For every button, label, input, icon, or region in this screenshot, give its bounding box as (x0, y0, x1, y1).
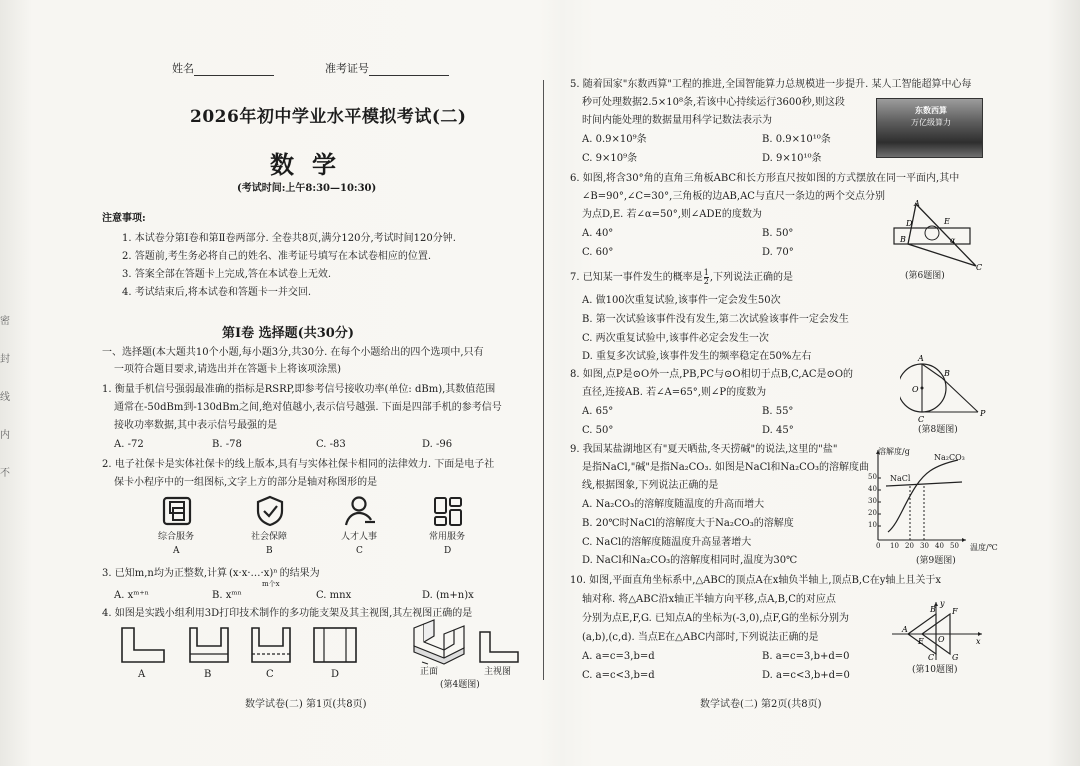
q9-option[interactable]: B. 20℃时NaCl的溶解度大于Na₂CO₃的溶解度 (582, 518, 794, 529)
svg-text:A: A (918, 354, 924, 363)
svg-text:F: F (952, 607, 958, 616)
q5-line: 时间内能处理的数据量用科学记数法表示为 (582, 115, 772, 126)
y-axis-label: 溶解度/g (878, 447, 910, 456)
q7-stem (570, 269, 793, 286)
q6-line: 6. 如图,将含30°角的直角三角板ABC和长方形直尺按如图的方式摆放在同一平面内,其中 (570, 173, 960, 184)
svg-text:B: B (900, 235, 906, 244)
name-label: 姓名 (172, 62, 194, 75)
svg-text:E: E (918, 637, 924, 646)
note-item: 3. 答案全部在答题卡上完成,答在本试卷上无效. (122, 269, 332, 280)
note-item: 2. 答题前,考生务必将自己的姓名、准考证号填写在本试卷相应的位置. (122, 251, 432, 262)
svg-text:D: D (906, 219, 913, 228)
q8-line: 8. 如图,点P是⊙O外一点,PB,PC与⊙O相切于点B,C,AC是⊙O的 (570, 369, 854, 380)
page-footer-right: 数学试卷(二) 第2页(共8页) (700, 699, 822, 710)
q5-option[interactable]: B. 0.9×10¹⁰条 (762, 134, 831, 145)
q10-option[interactable]: A. a=c=3,b=d (582, 651, 655, 662)
q1-line: 1. 衡量手机信号强弱最准确的指标是RSRP,即参考信号接收功率(单位: dBm),其数值范围 (102, 384, 496, 395)
q6-line: 为点D,E. 若∠α=50°,则∠ADE的度数为 (582, 209, 762, 220)
photo-caption: 万亿级算力 (911, 118, 951, 127)
q6-line: ∠B=90°,∠C=30°,三角板的边AB,AC与直尺一条边的两个交点分别 (582, 191, 885, 202)
y-tick-label: 50 (868, 473, 877, 481)
q6-option[interactable]: C. 60° (582, 247, 614, 258)
figure-caption: (第6题图) (905, 271, 945, 281)
fraction-numerator: 1 (703, 268, 709, 277)
series-label-na2co3: Na₂CO₃ (934, 453, 965, 462)
q6-triangle-ruler-figure (888, 200, 988, 272)
svg-text:P: P (980, 409, 986, 418)
data-center-photo (876, 98, 983, 158)
subject-title: 数学 (270, 150, 354, 179)
svg-text:O: O (938, 635, 945, 644)
option-letter[interactable]: B (204, 669, 212, 680)
q9-line: 9. 我国某盐湖地区有"夏天晒盐,冬天捞碱"的说法,这里的"盐" (570, 444, 838, 455)
q7-fraction (704, 269, 709, 286)
svg-text:O: O (912, 385, 919, 394)
x-tick-label: 20 (905, 542, 914, 550)
q3-stem (102, 567, 320, 580)
q4-3d-stand-figure (408, 618, 470, 668)
option-letter[interactable]: D (444, 546, 452, 556)
q10-line: 10. 如图,平面直角坐标系中,△ABC的顶点A在x轴负半轴上,顶点B,C在y轴上且关于x (570, 575, 942, 586)
option-letter[interactable]: D (331, 669, 340, 680)
q3-option[interactable]: A. xᵐ⁺ⁿ (114, 590, 149, 601)
id-field[interactable] (325, 62, 449, 76)
q8-option[interactable]: A. 65° (582, 406, 614, 417)
q5-line: 5. 随着国家"东数西算"工程的推进,全国智能算力总规模进一步提升. 某人工智能超算中心每 (570, 79, 972, 90)
svg-text:C: C (928, 653, 935, 662)
svg-text:G: G (952, 653, 959, 662)
q7-option[interactable]: C. 两次重复试验中,该事件必定会发生一次 (582, 333, 769, 344)
y-tick-label: 10 (868, 521, 877, 529)
q4-view-b[interactable] (188, 626, 230, 664)
q5-line: 秒可处理数据2.5×10⁸条,若该中心持续运行3600秒,则这段 (582, 97, 845, 108)
q1-option[interactable]: B. -78 (212, 439, 242, 450)
page-divider (543, 80, 544, 680)
q8-option[interactable]: D. 45° (762, 425, 794, 436)
q8-circle-tangent-figure (900, 352, 986, 424)
y-tick-label: 20 (868, 509, 877, 517)
q2-line: 保卡小程序中的一组图标,文字上方的部分是轴对称图形的是 (114, 477, 378, 488)
q7-option[interactable]: D. 重复多次试验,该事件发生的频率稳定在50%左右 (582, 351, 812, 362)
id-blank[interactable] (369, 63, 449, 76)
q3-option[interactable]: B. xᵐⁿ (212, 590, 242, 601)
page-footer-left: 数学试卷(二) 第1页(共8页) (245, 699, 367, 710)
y-tick-label: 30 (868, 497, 877, 505)
svg-text:A: A (902, 625, 908, 634)
q3-tail: 的结果为 (279, 568, 320, 579)
q9-option[interactable]: C. NaCl的溶解度随温度升高显著增大 (582, 537, 752, 548)
grid-service-icon[interactable] (431, 494, 465, 528)
q10-line: 分别为点E,F,G. 已知点A的坐标为(-3,0),点F,G的坐标分别为 (582, 613, 850, 624)
binding-mark: 线 (0, 392, 10, 403)
front-label: 正面 (420, 667, 439, 677)
svg-text:B: B (944, 369, 950, 378)
series-label-nacl: NaCl (890, 474, 911, 483)
q4-stem: 4. 如图是实践小组利用3D打印技术制作的多功能支架及其主视图,其左视图正确的是 (102, 608, 473, 619)
q1-line: 通常在-50dBm到-130dBm之间,绝对值越小,表示信号越强. 下面是四部手机的参考信号 (114, 402, 502, 413)
option-letter[interactable]: C (356, 546, 363, 556)
q3-brace-label: m个x (262, 580, 280, 588)
q10-line: (a,b),(c,d). 当点E在△ABC内部时,下列说法正确的是 (582, 632, 819, 643)
section-title: 第Ⅰ卷 选择题(共30分) (222, 326, 354, 341)
option-letter[interactable]: A (138, 669, 146, 680)
option-letter[interactable]: A (173, 546, 180, 556)
q5-option[interactable]: D. 9×10¹⁰条 (762, 153, 822, 164)
q6-option[interactable]: D. 70° (762, 247, 794, 258)
q9-line: 线,根据图象,下列说法正确的是 (582, 480, 719, 491)
figure-caption: (第4题图) (440, 680, 480, 690)
q4-view-a[interactable] (120, 626, 166, 664)
q1-option[interactable]: A. -72 (114, 439, 144, 450)
q10-option[interactable]: C. a=c<3,b=d (582, 670, 655, 681)
svg-text:α: α (950, 236, 956, 245)
name-field[interactable] (172, 62, 274, 76)
q5-option[interactable]: A. 0.9×10⁹条 (582, 134, 647, 145)
q1-line: 接收功率数据,其中表示信号最强的是 (114, 420, 278, 431)
x-tick-label: 10 (890, 542, 899, 550)
q7-option[interactable]: A. 做100次重复试验,该事件一定会发生50次 (582, 295, 781, 306)
photo-caption: 东数西算 (915, 105, 947, 115)
binding-mark: 封 (0, 354, 10, 365)
part-header: 一、选择题(本大题共10个小题,每小题3分,共30分. 在每个小题给出的四个选项中,只有 (102, 347, 484, 358)
q9-line: 是指NaCl,"碱"是指Na₂CO₃. 如图是NaCl和Na₂CO₃的溶解度曲 (582, 462, 870, 473)
q3-expression: (x·x·…·x)ⁿ (229, 568, 278, 579)
icon-label: 社会保障 (251, 532, 288, 542)
q4-view-c[interactable] (250, 626, 292, 664)
q10-option[interactable]: B. a=c=3,b+d=0 (762, 651, 850, 662)
x-tick-label: 40 (935, 542, 944, 550)
q7-option[interactable]: B. 第一次试验该事件没有发生,第二次试验该事件一定会发生 (582, 314, 849, 325)
q2-line: 2. 电子社保卡是实体社保卡的线上版本,具有与实体社保卡相同的法律效力. 下面是电子社 (102, 459, 495, 470)
icon-label: 常用服务 (429, 532, 466, 542)
figure-caption: (第8题图) (918, 425, 958, 435)
q1-option[interactable]: D. -96 (422, 439, 453, 450)
y-tick-label: 40 (868, 485, 877, 493)
binding-mark: 不 (0, 468, 10, 479)
q3-option[interactable]: C. mnx (316, 590, 352, 601)
main-view-label: 主视图 (484, 667, 512, 677)
q10-option[interactable]: D. a=c<3,b+d=0 (762, 670, 850, 681)
notes-title: 注意事项: (102, 213, 146, 224)
exam-time: (考试时间:上午8:30—10:30) (237, 183, 377, 194)
q7-stem-tail: ,下列说法正确的是 (709, 272, 794, 283)
svg-text:A: A (914, 200, 920, 208)
option-letter[interactable]: B (266, 546, 273, 556)
icon-label: 综合服务 (158, 532, 195, 542)
q8-option[interactable]: C. 50° (582, 425, 614, 436)
q9-option[interactable]: A. Na₂CO₃的溶解度随温度的升高而增大 (582, 499, 765, 510)
q3-option[interactable]: D. (m+n)x (422, 590, 474, 601)
q5-option[interactable]: C. 9×10⁹条 (582, 153, 638, 164)
q8-line: 直径,连接AB. 若∠A=65°,则∠P的度数为 (582, 387, 767, 398)
q8-option[interactable]: B. 55° (762, 406, 794, 417)
q4-view-d[interactable] (312, 626, 358, 664)
note-item: 4. 考试结束后,将本试卷和答题卡一并交回. (122, 287, 312, 298)
shield-check-icon[interactable] (253, 494, 287, 528)
figure-caption: (第9题图) (916, 556, 956, 566)
x-tick-label: 30 (920, 542, 929, 550)
q9-option[interactable]: D. NaCl和Na₂CO₃的溶解度相同时,温度为30℃ (582, 555, 798, 566)
q6-option[interactable]: A. 40° (582, 228, 614, 239)
svg-text:y: y (940, 599, 945, 608)
binding-mark: 密 (0, 316, 10, 327)
exam-title: 2026年初中学业水平模拟考试(二) (190, 107, 467, 127)
svg-text:C: C (976, 263, 983, 272)
q3-stem-text: 3. 已知m,n均为正整数,计算 (102, 568, 227, 579)
integrated-service-icon[interactable] (160, 494, 194, 528)
x-tick-label: 50 (950, 542, 959, 550)
fraction-denominator: 2 (703, 277, 709, 286)
part-header: 一项符合题目要求,请选出并在答题卡上将该项涂黑) (114, 364, 342, 375)
q7-stem-text: 7. 已知某一事件发生的概率是 (570, 272, 703, 283)
svg-text:E: E (944, 217, 950, 226)
figure-caption: (第10题图) (912, 665, 958, 675)
q1-option[interactable]: C. -83 (316, 439, 346, 450)
x-tick-label: 0 (876, 542, 881, 550)
svg-text:B: B (930, 605, 936, 614)
q10-line: 轴对称. 将△ABC沿x轴正半轴方向平移,点A,B,C的对应点 (582, 594, 836, 605)
person-icon[interactable] (343, 494, 377, 528)
icon-label: 人才人事 (341, 532, 378, 542)
q10-coordinate-figure (888, 598, 986, 662)
option-letter[interactable]: C (266, 669, 274, 680)
id-label: 准考证号 (325, 62, 369, 75)
q6-option[interactable]: B. 50° (762, 228, 794, 239)
binding-mark: 内 (0, 430, 10, 441)
svg-text:C: C (918, 415, 925, 424)
note-item: 1. 本试卷分第Ⅰ卷和第Ⅱ卷两部分. 全卷共8页,满分120分,考试时间120分钟. (122, 233, 456, 244)
x-axis-label: 温度/℃ (970, 543, 998, 552)
q4-main-view-figure (478, 630, 520, 664)
svg-text:x: x (976, 637, 981, 646)
name-blank[interactable] (194, 63, 274, 76)
